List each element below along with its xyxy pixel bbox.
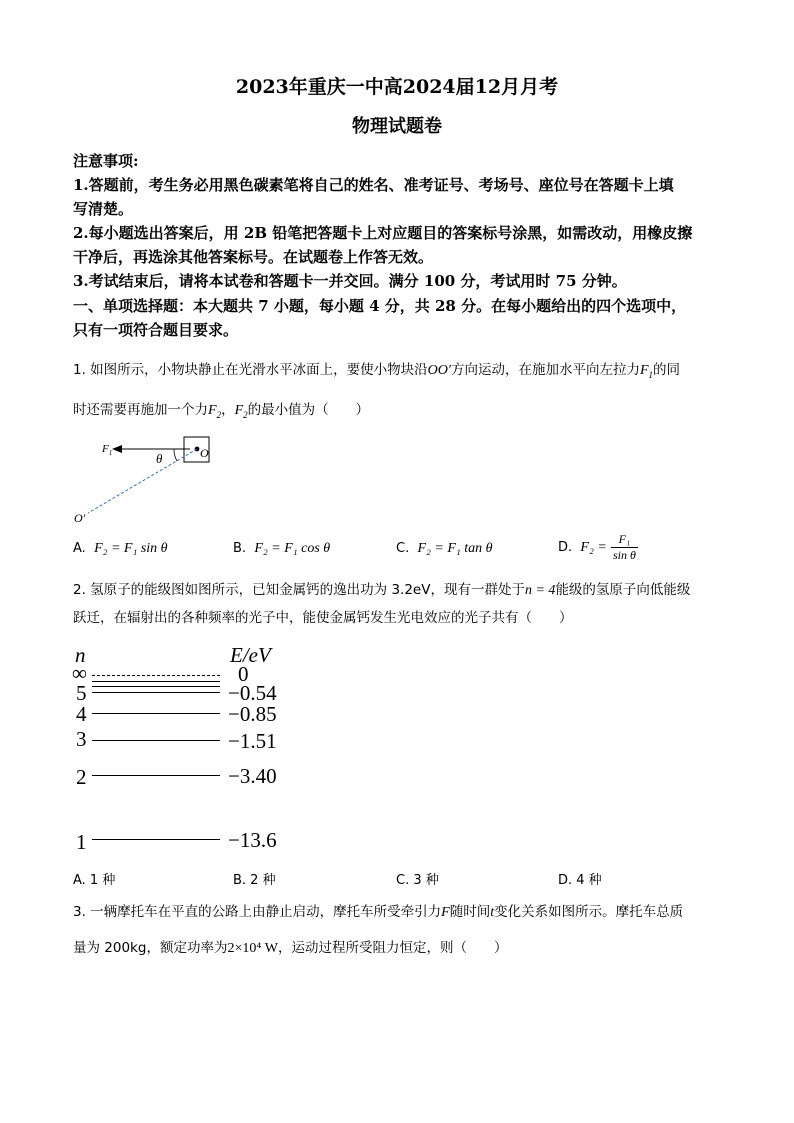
section-1-line-1: 一、单项选择题：本大题共 7 小题，每小题 4 分，共 28 分。在每小题给出的四个选项中，: [73, 297, 687, 315]
q1-option-d-lhs: F₂ =: [580, 540, 607, 555]
q2-option-a[interactable]: A. 1 种: [73, 873, 116, 888]
f1-label: $F_1$: [102, 443, 113, 457]
theta-label: θ: [156, 451, 163, 466]
level-line-5-upper: [92, 686, 220, 687]
q3-text-e: 变化关系如图所示。摩托车总质: [494, 904, 684, 920]
level-line-infinity: [92, 675, 220, 676]
q3-text-c: 随时间: [449, 904, 491, 920]
q1-force-diagram: [70, 430, 230, 530]
q3-t-symbol: t: [490, 905, 495, 920]
energy-axis-label-text: E/eV: [230, 643, 271, 667]
notice-item-2-line-1: 2.每小题选出答案后，用 2B 铅笔把答题卡上对应题目的答案标号涂黑，如需改动，用橡皮擦: [73, 224, 693, 242]
q1-option-c-expr: F₂ = F₁ tan θ: [417, 541, 493, 556]
q1-option-b[interactable]: [233, 541, 330, 557]
q1-option-c-label: C.: [396, 541, 410, 556]
notice-item-1-line-2: 写清楚。: [73, 200, 134, 218]
q1-text-c: 方向运动，在施加水平向左拉力: [450, 362, 640, 378]
q2-n-equals-4: n = 4: [524, 583, 556, 598]
q1-line-2: [73, 398, 369, 420]
q1-text-2c: 的最小值为（ ）: [247, 402, 370, 418]
level-e-1: −13.6: [228, 828, 277, 852]
level-n-2: 2: [76, 765, 87, 789]
q2-option-c[interactable]: C. 3 种: [396, 873, 439, 888]
level-line-1: [92, 839, 220, 840]
level-line-6: [92, 681, 220, 682]
section-1-line-2: 只有一项符合题目要求。: [73, 321, 239, 339]
energy-axis-label: [230, 643, 271, 668]
q1-line-1: [73, 358, 680, 380]
q1-option-c[interactable]: [396, 541, 493, 557]
q2-option-b[interactable]: B. 2 种: [233, 873, 276, 888]
q1-oo-prime: OO′: [427, 363, 451, 378]
notice-item-1-line-1: 1.答题前，考生务必用黑色碳素笔将自己的姓名、准考证号、考场号、座位号在答题卡上填: [73, 176, 674, 194]
q3-line-2: [73, 936, 507, 957]
o-prime-label: O′: [74, 511, 86, 525]
q1-option-d-numerator: F₁: [611, 532, 638, 548]
q2-text-a: 2. 氢原子的能级图如图所示，已知金属钙的逸出功为 3.2eV，现有一群处于: [73, 582, 525, 598]
level-e-5: −0.54: [228, 681, 277, 705]
level-n-5: 5: [76, 681, 87, 705]
n-axis-label: n: [75, 643, 86, 667]
q2-line-1: [73, 578, 690, 599]
level-e-4: −0.85: [228, 702, 277, 726]
q1-option-d-label: D.: [558, 540, 573, 555]
q3-f-symbol: F: [441, 905, 450, 920]
q1-f1-symbol: $F_1$: [639, 363, 654, 380]
theta-arc: [174, 449, 177, 461]
o-label: O: [200, 446, 209, 460]
level-n-4: 4: [76, 702, 87, 726]
q1-option-b-label: B.: [233, 541, 247, 556]
q1-text-a: 1. 如图所示，小物块静止在光滑水平冰面上，要使小物块沿: [73, 362, 428, 378]
q3-line-1: [73, 900, 683, 921]
level-n-3: 3: [76, 727, 87, 751]
q3-text-2c: ，运动过程所受阻力恒定，则（ ）: [277, 940, 508, 956]
level-line-3: [92, 740, 220, 741]
notice-item-2-line-2: 干净后，再选涂其他答案标号。在试题卷上作答无效。: [73, 248, 434, 266]
q1-text-2b: ，: [221, 402, 235, 418]
notice-heading: 注意事项:: [73, 152, 139, 170]
level-e-infinity: 0: [238, 662, 249, 686]
level-line-2: [92, 775, 220, 776]
q3-rated-power: 2×10⁴ W: [227, 941, 278, 956]
level-e-3: −1.51: [228, 729, 277, 753]
q2-option-d[interactable]: D. 4 种: [558, 873, 602, 888]
q1-option-a-label: A.: [73, 541, 86, 556]
q1-option-a-expr: F₂ = F₁ sin θ: [94, 541, 168, 556]
level-e-2: −3.40: [228, 764, 277, 788]
f1-arrowhead: [112, 445, 122, 453]
q1-text-d: 的同: [653, 362, 681, 378]
q1-option-b-expr: F₂ = F₁ cos θ: [254, 541, 331, 556]
page-title: 2023年重庆一中高2024届12月月考: [235, 76, 559, 98]
q2-text-c: 能级的氢原子向低能级: [555, 582, 691, 598]
q2-line-2: 跃迁，在辐射出的各种频率的光子中，能使金属钙发生光电效应的光子共有（ ）: [73, 610, 573, 626]
q1-text-2a: 时还需要再施加一个力: [73, 402, 208, 418]
notice-item-3: 3.考试结束后，请将本试卷和答题卡一并交回。满分 100 分，考试用时 75 分钟。: [73, 272, 627, 290]
q1-option-d-fraction: [611, 532, 638, 563]
level-line-5: [92, 692, 220, 693]
page-subtitle: 物理试题卷: [352, 116, 442, 137]
q1-f2-symbol: $F_2$: [208, 403, 222, 420]
q3-text-a: 3. 一辆摩托车在平直的公路上由静止启动，摩托车所受牵引力: [73, 904, 442, 920]
q1-option-a[interactable]: [73, 541, 168, 557]
oo-prime-dashed-line: [88, 449, 197, 513]
q1-f2-symbol-2: $F_2$: [234, 403, 248, 420]
q1-option-d[interactable]: [558, 532, 638, 563]
level-n-1: 1: [76, 830, 87, 854]
q1-option-d-denominator: sin θ: [612, 548, 636, 562]
level-line-4: [92, 713, 220, 714]
level-n-infinity: ∞: [72, 661, 87, 685]
q3-text-2a: 量为 200kg，额定功率为: [73, 940, 228, 956]
